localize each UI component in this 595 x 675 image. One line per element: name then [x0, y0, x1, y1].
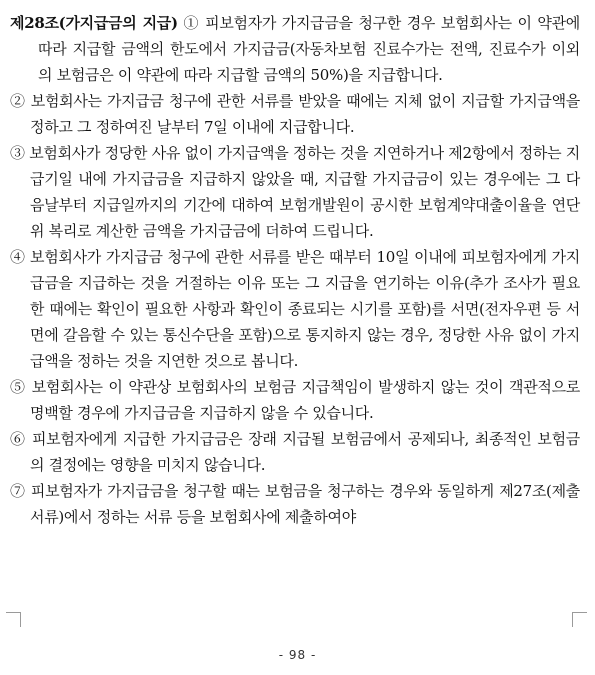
article-paragraph-5: ⑤ 보험회사는 이 약관상 보험회사의 보험금 지급책임이 발생하지 않는 것이 객관적으로 명백할 경우에 가지급금을 지급하지 않을 수 있습니다. [10, 378, 580, 422]
article-paragraph-4: ④ 보험회사가 가지급금 청구에 관한 서류를 받은 때부터 10일 이내에 피보험자에게 가지급금을 지급하는 것을 거절하는 이유 또는 그 지급을 연기하는 이유(추가 조사가 필요한 때에는 확인이 필요한 사항과 확인이 종료되는 시기를 포함)를 서면(전자우편 등 서면에 갈음할 수 있는 통신수단을 포함)으로 통지하지 않는 경우, 정당한 사유 없이 가지급액을 정하는 것을 지연한 것으로 봅니다. [10, 248, 580, 370]
article-heading: 제28조(가지급금의 지급) [10, 14, 178, 32]
crop-mark-bottom-right [572, 612, 587, 627]
article-paragraph-6: ⑥ 피보험자에게 지급한 가지급금은 장래 지급될 보험금에서 공제되나, 최종적인 보험금의 결정에는 영향을 미치지 않습니다. [10, 430, 580, 474]
article-body [10, 10, 580, 530]
page-number: - 98 - [278, 648, 317, 662]
article-paragraph-1 [10, 10, 580, 88]
paragraph-text: ① 피보험자가 가지급금을 청구한 경우 보험회사는 이 약관에 따라 지급할 금액의 한도에서 가지급금(자동차보험 진료수가는 전액, 진료수가 이외의 보험금은 이 약관에 따라 지급할 금액의 50%)을 지급합니다. [38, 14, 580, 84]
article-paragraph-7: ⑦ 피보험자가 가지급금을 청구할 때는 보험금을 청구하는 경우와 동일하게 제27조(제출 서류)에서 정하는 서류 등을 보험회사에 제출하여야 [10, 482, 580, 526]
article-paragraph-2: ② 보험회사는 가지급금 청구에 관한 서류를 받았을 때에는 지체 없이 지급할 가지급액을 정하고 그 정하여진 날부터 7일 이내에 지급합니다. [10, 92, 580, 136]
article-paragraph-3: ③ 보험회사가 정당한 사유 없이 가지급액을 정하는 것을 지연하거나 제2항에서 정하는 지급기일 내에 가지급금을 지급하지 않았을 때, 지급할 가지급금이 있는 경우에는 그 다음날부터 지급일까지의 기간에 대하여 보험개발원이 공시한 보험계약대출이율을 연단위 복리로 계산한 금액을 가지급금에 더하여 드립니다. [10, 144, 580, 240]
crop-mark-bottom-left [6, 612, 21, 627]
